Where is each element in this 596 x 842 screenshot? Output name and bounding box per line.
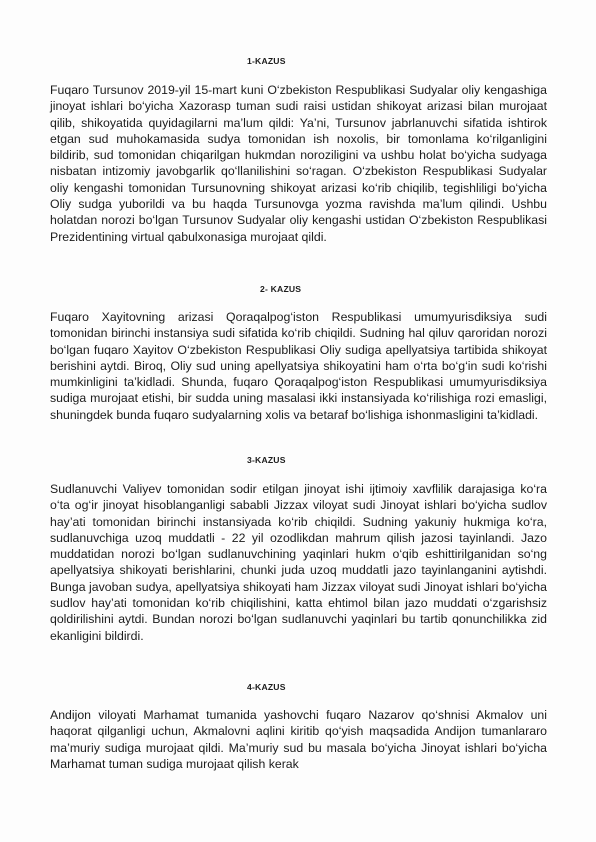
case-4-text: Andijon viloyati Marhamat tumanida yashovchi fuqaro Nazarov qo‘shnisi Akmalov uni haqorat qilganligi uchun, Akmalovni aqlini kiritib qo‘yish maqsadida Andijon tumanlararo ma’muriy sudiga murojaat qildi. Ma’muriy sud bu masala bo‘yicha Jinoyat ishlari bo‘yicha Marhamat tuman sudiga murojaat qilish kerak xyxy=(50,708,547,771)
case-3-text: Sudlanuvchi Valiyev tomonidan sodir etilgan jinoyat ishi ijtimoiy xavflilik darajasiga ko‘ra o‘ta og‘ir jinoyat hisoblanganligi sababli Jizzax viloyat sudi Jinoyat ishlari bo‘yicha sudlov hay’ati tomonidan birinchi instansiyada ko‘rib chiqildi. Sudning yakuniy hukmiga ko‘ra, sudlanuvchiga uzoq muddatli - 22 yil ozodlikdan mahrum qilish jazosi tayinlandi. Jazo muddatidan norozi bo‘lgan sudlanuvchining yaqinlari hukm o‘qib eshittirilganidan so‘ng apellyatsiya shikoyati berishlarini, chunki juda uzoq muddatli jazo tayinlanganini aytishdi. Bunga javoban sudya, apellyatsiya shikoyati ham Jizzax viloyat sudi Jinoyat ishlari bo‘yicha sudlov hay’ati tomonidan ko‘rib chiqilishini, katta ehtimol bilan jazo muddati o‘zgarishsiz qoldirilishini aytdi. Bundan norozi bo‘lgan sudlanuvchi yaqinlari bu tartib qonunchilikka zid ekanligini bildirdi. xyxy=(50,482,547,643)
case-1-text: Fuqaro Tursunov 2019-yil 15-mart kuni O‘zbekiston Respublikasi Sudyalar oliy kengashiga jinoyat ishlari bo‘yicha Xazorasp tuman sudi raisi ustidan shikoyat arizasi bilan murojaat qilib, shikoyatida quyidagilarni ma’lum qildi: Ya’ni, Tursunov jabrlanuvchi sifatida ishtirok etgan sud muhokamasida sudya tomonidan ish noxolis, bir tomonlama ko‘rilganligini bildirib, sud tomonidan chiqarilgan hukmdan noroziligini va ushbu holat bo‘yicha sudyaga nisbatan intizomiy javobgarlik qo‘llanilishini so‘ragan. O‘zbekiston Respublikasi Sudyalar oliy kengashi tomonidan Tursunovning shikoyat arizasi ko‘rib chiqilib, tegishliligi bo‘yicha Oliy sudga yuborildi va bu haqda Tursunovga yozma ravishda ma’lum qilindi. Ushbu holatdan norozi bo‘lgan Tursunov Sudyalar oliy kengashi ustidan O‘zbekiston Respublikasi Prezidentining virtual qabulxonasiga murojaat qildi. xyxy=(50,83,547,244)
case-2-heading: 2- KAZUS xyxy=(260,284,302,294)
case-2-text: Fuqaro Xayitovning arizasi Qoraqalpog‘iston Respublikasi umumyurisdiksiya sudi tomonidan birinchi instansiya sudi sifatida ko‘rib chiqildi. Sudning hal qiluv qaroridan norozi bo‘lgan fuqaro Xayitov O‘zbekiston Respublikasi Oliy sudiga apellyatsiya tartibida shikoyat berishini aytdi. Biroq, Oliy sud uning apellyatsiya shikoyatini ham o‘rta bo‘g‘in sudi ko‘rishi mumkinligini ta’kidladi. Shunda, fuqaro Qoraqalpog‘iston Respublikasi umumyurisdiksiya sudiga murojaat etishi, bir sudda uning masalasi ikki instansiyada ko‘rilishiga rozi emasligi, shuningdek bunda fuqaro sudyalarning xolis va betaraf bo‘lishiga ishonmasligini ta’kidladi. xyxy=(50,310,547,422)
case-3-heading: 3-KAZUS xyxy=(247,455,286,465)
case-1-heading: 1-KAZUS xyxy=(247,56,286,66)
case-4-heading: 4-KAZUS xyxy=(247,682,286,692)
